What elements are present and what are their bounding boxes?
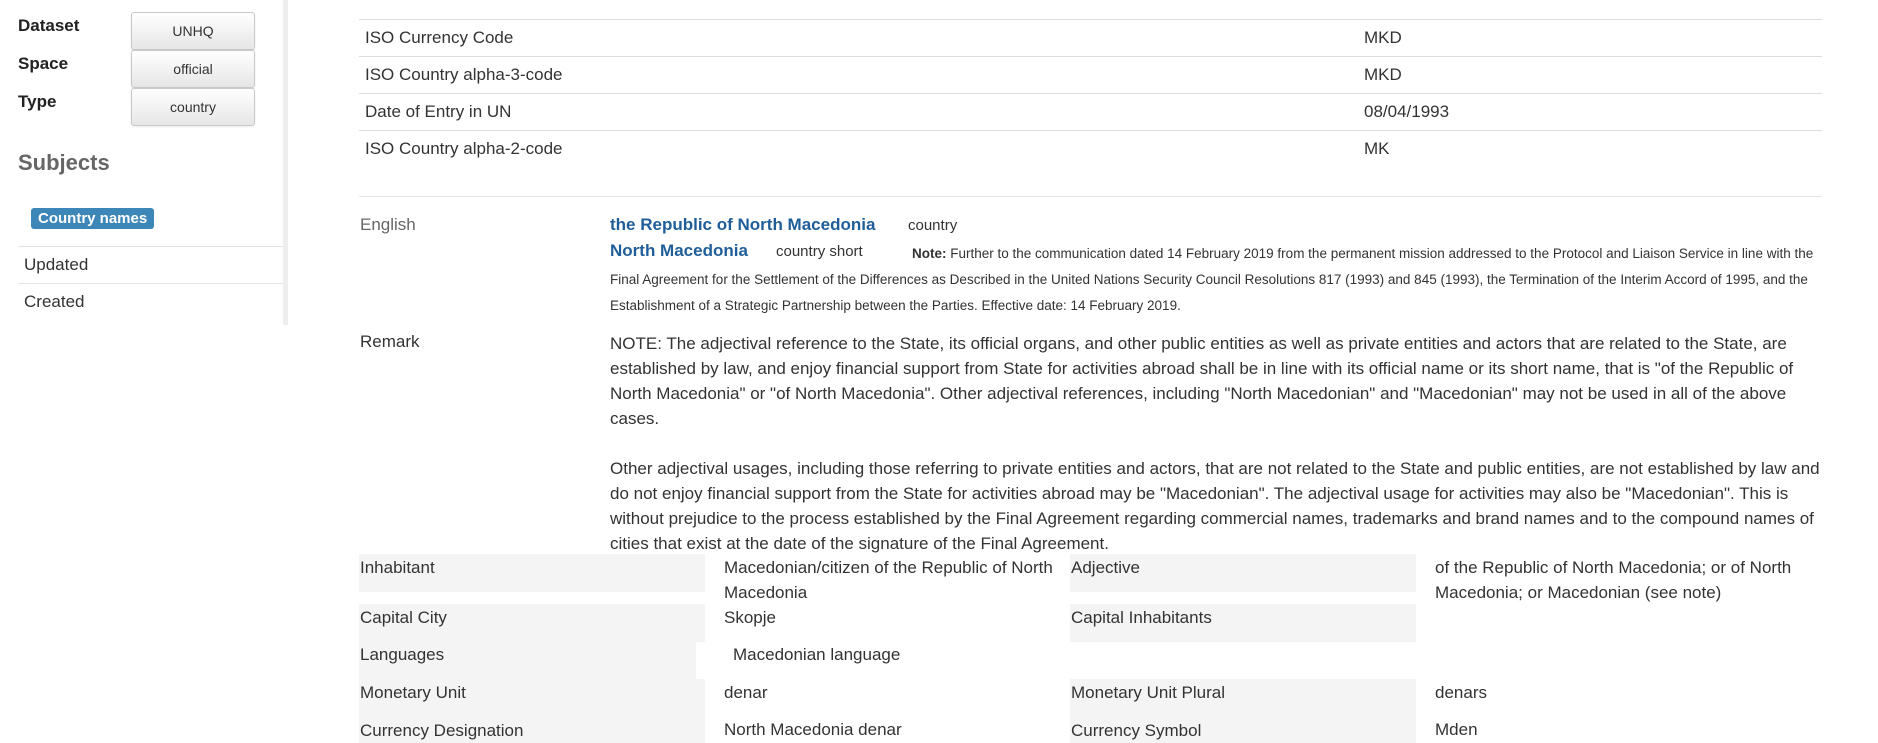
meta-label-type: Type (18, 92, 57, 111)
table-row (359, 19, 1822, 56)
row-value: MK (1364, 139, 1390, 158)
remark-paragraph-2: Other adjectival usages, including those referring to private entities and actors, that are not related to the State and public entities, are not established by law and do not enjoy financial support from the State for activities abroad may be "Macedonian". The adjectival usage for activities may also be "Macedonian". This is without prejudice to the process established by the Final Agreement regarding commercial names, trademarks and brand names and to the compound names of cities that exist at the date of the signature of the Final Agreement. (610, 459, 1820, 553)
table-row (359, 56, 1822, 93)
type-button[interactable]: country (131, 88, 255, 126)
capital-inhabitants-label: Capital Inhabitants (1070, 604, 1416, 642)
remark-label: Remark (360, 332, 420, 351)
row-key: ISO Country alpha-3-code (365, 65, 563, 84)
info-table (359, 19, 1822, 167)
meta-row-type (18, 92, 258, 130)
meta-label-space: Space (18, 54, 69, 73)
note-text: Further to the communication dated 14 February 2019 from the permanent mission addressed to the Protocol and Liaison Service in line with the Final Agreement for the Settlement of the Differences as Described in the United Nations Security Council Resolutions 817 (1993) and 845 (1993), the Termination of the Interim Accord of 1995, and the Establishment of a Strategic Partnership between the Parties. Effective date: 14 February 2019. (610, 246, 1814, 313)
inhabitant-label: Inhabitant (359, 554, 705, 592)
row-value: 08/04/1993 (1364, 102, 1450, 121)
divider (359, 196, 1822, 197)
currency-designation-value: North Macedonia denar (724, 720, 902, 739)
capital-city-label: Capital City (359, 604, 705, 642)
languages-value: Macedonian language (733, 645, 901, 664)
monetary-unit-label: Monetary Unit (359, 679, 705, 717)
sidebar-link-created[interactable]: Created (18, 283, 283, 320)
space-button[interactable]: official (131, 50, 255, 88)
remark-paragraph-1: NOTE: The adjectival reference to the State, its official organs, and other public entities as well as private entities and actors that are related to the State, are established by law, and enjoy financial support from State for activities abroad shall be in line with its official name or its short name, that is "of the Republic of North Macedonia" or "of North Macedonia". Other adjectival references, including "North Macedonian" and "Macedonian" may not be used in all of the above cases. (610, 334, 1794, 428)
remark-text (610, 331, 1822, 556)
short-name-link[interactable]: North Macedonia (610, 241, 748, 260)
currency-designation-label: Currency Designation (359, 717, 705, 743)
sidebar-link-updated[interactable]: Updated (18, 246, 283, 283)
short-name-type: country short (776, 243, 863, 260)
language-label: English (360, 215, 416, 234)
full-name-link[interactable]: the Republic of North Macedonia (610, 215, 876, 234)
row-key: ISO Country alpha-2-code (365, 139, 563, 158)
sidebar (0, 0, 288, 325)
table-row (359, 130, 1822, 167)
currency-symbol-value: Mden (1435, 720, 1478, 739)
name-note (610, 241, 1820, 319)
inhabitant-value: Macedonian/citizen of the Republic of North Macedonia (724, 558, 1053, 602)
meta-label-dataset: Dataset (18, 16, 80, 35)
monetary-unit-value: denar (724, 683, 768, 702)
row-value: MKD (1364, 65, 1402, 84)
row-value: MKD (1364, 28, 1402, 47)
languages-label: Languages (359, 641, 696, 679)
note-label: Note: (912, 246, 947, 261)
monetary-unit-plural-label: Monetary Unit Plural (1070, 679, 1416, 717)
capital-city-value: Skopje (724, 608, 776, 627)
adjective-label: Adjective (1070, 554, 1416, 592)
row-key: ISO Currency Code (365, 28, 514, 47)
row-key: Date of Entry in UN (365, 102, 512, 121)
meta-row-space (18, 54, 258, 92)
meta-row-dataset (18, 16, 258, 54)
currency-symbol-label: Currency Symbol (1070, 717, 1416, 743)
adjective-value: of the Republic of North Macedonia; or of North Macedonia; or Macedonian (see note) (1435, 558, 1792, 602)
subject-badge-country-names[interactable]: Country names (31, 208, 154, 229)
full-name-type: country (908, 217, 958, 234)
monetary-unit-plural-value: denars (1435, 683, 1487, 702)
subjects-title: Subjects (18, 150, 110, 175)
table-row (359, 93, 1822, 130)
dataset-button[interactable]: UNHQ (131, 12, 255, 50)
